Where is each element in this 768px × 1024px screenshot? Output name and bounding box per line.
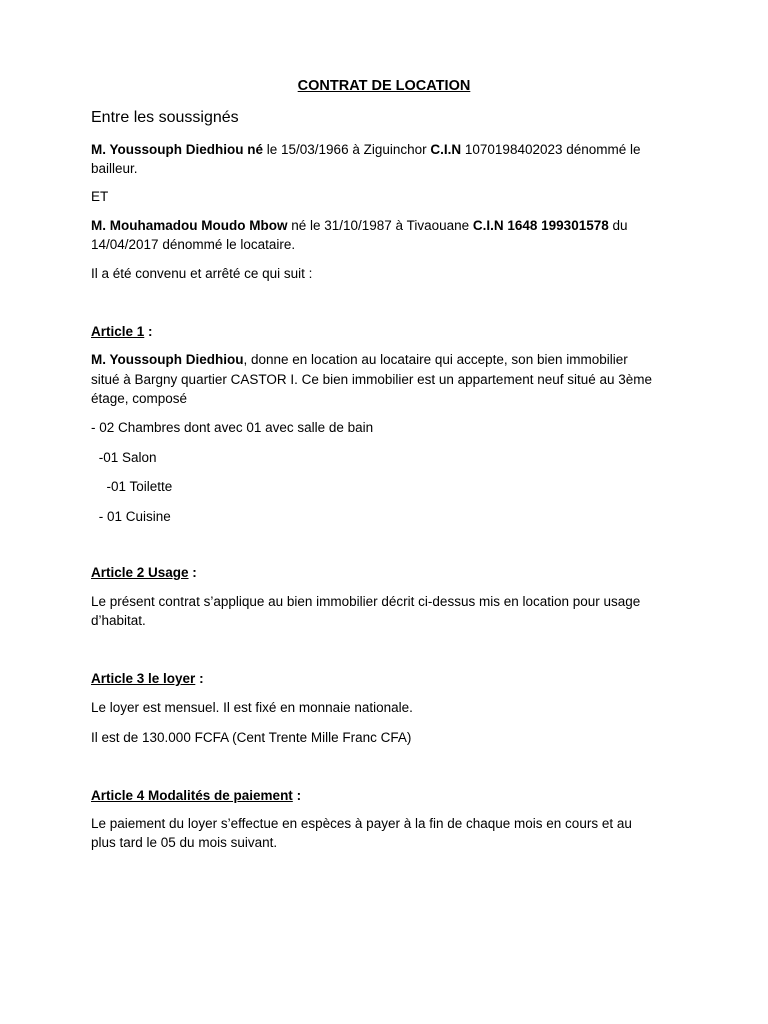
list-item: - 01 Cuisine — [95, 509, 171, 524]
parties-intro: Entre les soussignés — [91, 109, 239, 126]
article-1-line-1 — [91, 351, 628, 369]
article-2-line-1: Le présent contrat s’applique au bien immobilier décrit ci-dessus mis en location pour usage — [91, 594, 641, 609]
article-4-line-2: plus tard le 05 du mois suivant. — [91, 835, 278, 850]
article-4-heading — [91, 787, 301, 805]
bailleur-birth: le 15/03/1966 à Ziguinchor — [263, 142, 431, 157]
article-2-line-2: d’habitat. — [91, 613, 146, 628]
article-1-title: Article 1 — [91, 324, 145, 339]
locataire-line-1 — [91, 217, 628, 235]
agreement-line: Il a été convenu et arrêté ce qui suit : — [91, 266, 313, 281]
article-3-colon: : — [195, 671, 204, 686]
locataire-cin: C.I.N 1648 199301578 — [472, 218, 609, 233]
locataire-name: M. Mouhamadou Moudo Mbow — [91, 218, 288, 233]
list-item: -01 Salon — [95, 450, 157, 465]
article-4-colon: : — [292, 788, 302, 803]
article-1-line-3: étage, composé — [91, 391, 188, 406]
bailleur-role: bailleur. — [91, 161, 138, 176]
list-item: -01 Toilette — [99, 479, 173, 494]
bailleur-cin-value: 1070198402023 dénommé le — [461, 142, 641, 157]
article-3-heading — [91, 670, 204, 688]
article-1-colon: : — [144, 324, 153, 339]
article-1-line-2: situé à Bargny quartier CASTOR I. Ce bien immobilier est un appartement neuf situé au 3ème — [91, 372, 653, 387]
document-title: CONTRAT DE LOCATION — [297, 78, 471, 94]
article-2-heading — [91, 564, 197, 582]
article-2-colon: : — [188, 565, 197, 580]
article-4-line-1: Le paiement du loyer s’effectue en espèces à payer à la fin de chaque mois en cours et au — [91, 816, 632, 831]
locataire-birth: né le 31/10/1987 à Tivaouane — [287, 218, 473, 233]
locataire-cin-after: du — [608, 218, 628, 233]
article-3-line-2: Il est de 130.000 FCFA (Cent Trente Mille Franc CFA) — [91, 730, 412, 745]
bailleur-cin-label: C.I.N — [430, 142, 462, 157]
list-item: - 02 Chambres dont avec 01 avec salle de bain — [91, 420, 374, 435]
article-1-line-1-rest: , donne en location au locataire qui accepte, son bien immobilier — [243, 352, 628, 367]
article-3-line-1: Le loyer est mensuel. Il est fixé en monnaie nationale. — [91, 700, 413, 715]
article-1-lead-name: M. Youssouph Diedhiou — [91, 352, 244, 367]
bailleur-line-1 — [91, 141, 641, 159]
article-2-title: Article 2 Usage — [91, 565, 189, 580]
locataire-role: 14/04/2017 dénommé le locataire. — [91, 237, 296, 252]
article-3-title: Article 3 le loyer — [91, 671, 196, 686]
et-separator: ET — [91, 189, 109, 204]
article-4-title: Article 4 Modalités de paiement — [91, 788, 293, 803]
bailleur-name: M. Youssouph Diedhiou né — [91, 142, 263, 157]
article-1-heading — [91, 323, 153, 341]
